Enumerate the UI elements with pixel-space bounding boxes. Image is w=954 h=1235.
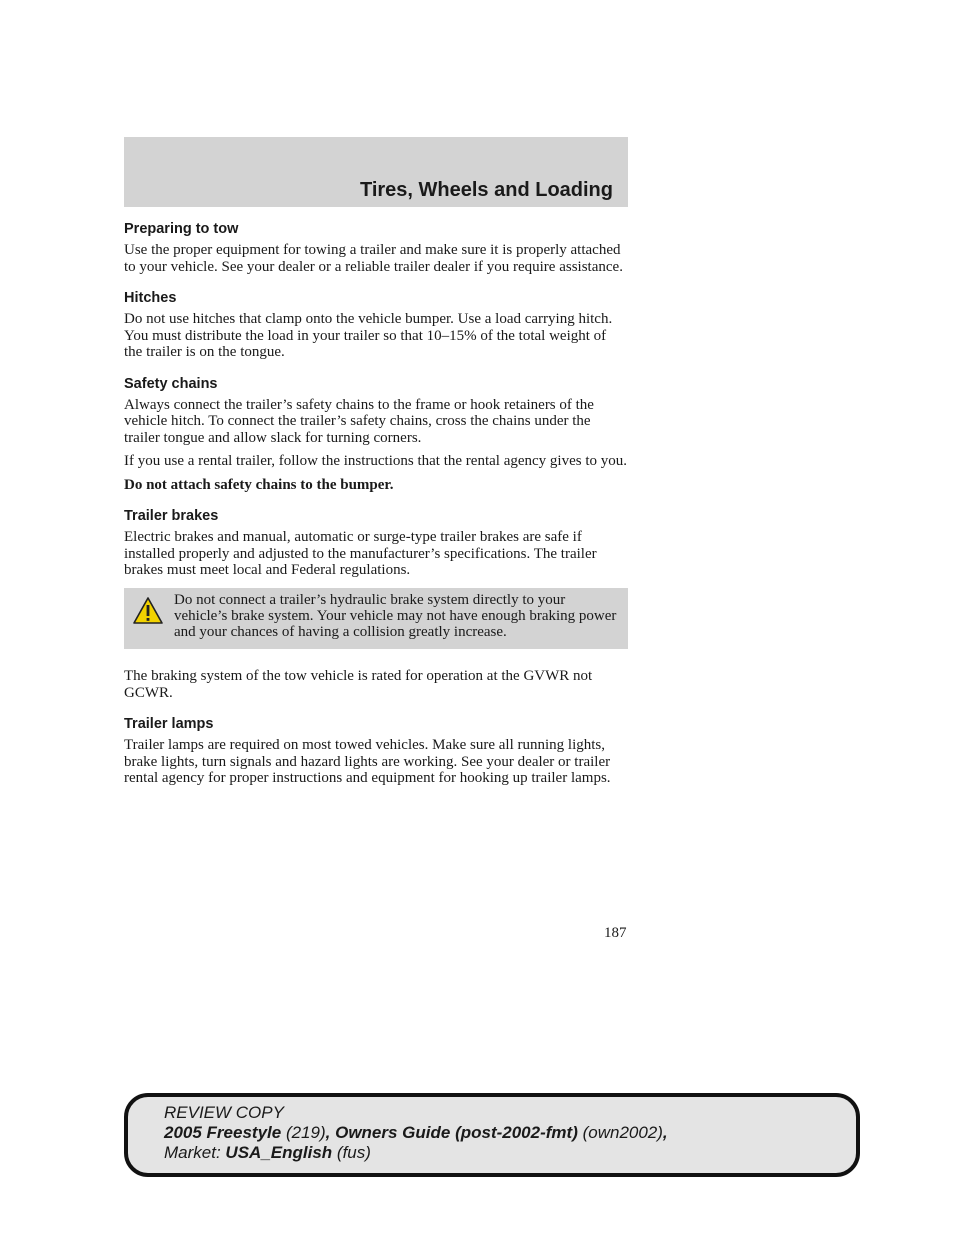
section-header-band: [124, 137, 628, 207]
section-title: Tires, Wheels and Loading: [359, 179, 613, 201]
paragraph-lamps: Trailer lamps are required on most towed vehicles. Make sure all running lights, brake lights, turn signals and hazard lights are working. See your dealer or trailer rental agency for proper instructions and equipment for hooking up trailer lamps.: [124, 737, 611, 787]
page-content: [124, 220, 628, 787]
warning-box: [124, 588, 628, 650]
footer-guide: Owners Guide (post-2002-fmt): [335, 1123, 578, 1142]
review-copy-footer: [124, 1093, 860, 1177]
paragraph-chains-1: Always connect the trailer’s safety chains to the frame or hook retainers of the vehicle hitch. To connect the trailer’s safety chains, cross the chains under the trailer tongue and allow slack for turning corners.: [124, 396, 594, 446]
footer-market-code: (fus): [336, 1143, 371, 1162]
paragraph-hitches: Do not use hitches that clamp onto the vehicle bumper. Use a load carrying hitch. You must distribute the load in your trailer so that 10–15% of the total weight of the trailer is on the tongue.: [124, 311, 613, 360]
paragraph-chains-warning: Do not attach safety chains to the bumper.: [124, 476, 394, 493]
warning-text: Do not connect a trailer’s hydraulic brake system directly to your vehicle’s brake system. Your vehicle may not have enough braking power and your chances of having a collision greatly increase.: [174, 591, 617, 641]
heading-trailer-lamps: Trailer lamps: [124, 716, 214, 733]
footer-separator: ,: [662, 1123, 668, 1142]
footer-guide-code: (own2002): [582, 1123, 663, 1142]
paragraph-chains-2: If you use a rental trailer, follow the instructions that the rental agency gives to you.: [124, 453, 627, 469]
page-number: 187: [604, 925, 627, 941]
heading-hitches: Hitches: [124, 290, 177, 306]
heading-trailer-brakes: Trailer brakes: [124, 508, 219, 524]
heading-safety-chains: Safety chains: [124, 375, 218, 392]
footer-model: 2005 Freestyle: [164, 1123, 282, 1142]
paragraph-preparing: Use the proper equipment for towing a trailer and make sure it is properly attached to your vehicle. See your dealer or a reliable trailer dealer if you require assistance.: [124, 242, 623, 275]
footer-model-code: (219): [285, 1123, 326, 1142]
paragraph-brakes-1: Electric brakes and manual, automatic or surge-type trailer brakes are safe if installed properly and adjusted to the manufacturer’s specifications. The trailer brakes must meet local and Federal regulations.: [124, 529, 597, 578]
warning-triangle-icon: [132, 596, 164, 626]
footer-review-label: REVIEW COPY: [164, 1103, 284, 1122]
heading-preparing-to-tow: Preparing to tow: [124, 221, 239, 237]
paragraph-brakes-2: The braking system of the tow vehicle is rated for operation at the GVWR not GCWR.: [124, 668, 593, 701]
footer-separator: ,: [325, 1123, 331, 1142]
footer-market-label: Market:: [164, 1143, 221, 1162]
footer-market: USA_English: [225, 1143, 333, 1162]
